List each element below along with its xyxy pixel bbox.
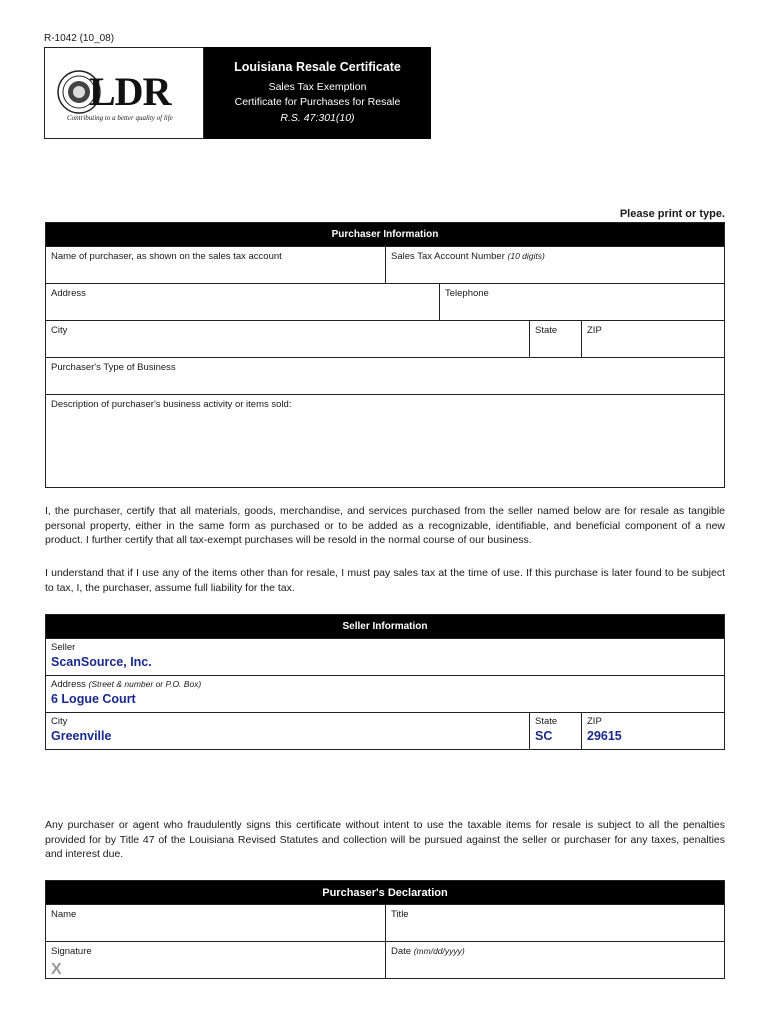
seller-zip-label: ZIP — [587, 716, 602, 727]
address-label: Address — [51, 288, 86, 299]
account-number-hint: (10 digits) — [507, 251, 545, 261]
declaration-title-label: Title — [391, 909, 409, 920]
seller-state-label: State — [535, 716, 558, 727]
purchaser-information-section — [45, 222, 725, 488]
certification-paragraph-1: I, the purchaser, certify that all materials, goods, merchandise, and services purchased from the seller named below are for resale as tangible personal property, either in the same form as purchased or to be added as a recognizable, identifiable, and beneficial component of a new product. I further certify that all tax-exempt purchases will be resold in the normal course of our business. — [45, 505, 725, 546]
business-type-label: Purchaser's Type of Business — [51, 362, 176, 373]
telephone-field[interactable] — [439, 284, 724, 320]
seller-city-field[interactable] — [46, 713, 529, 749]
form-number: R-1042 (10_08) — [44, 33, 115, 44]
certification-paragraph-2: I understand that if I use any of the items other than for resale, I must pay sales tax at the time of use. If this purchase is later found to be subject to tax, I, the purchaser, assume full liability for the tax. — [45, 567, 725, 594]
business-type-field[interactable] — [46, 358, 724, 394]
declaration-section — [45, 880, 725, 979]
signature-x-mark: X — [51, 961, 62, 978]
purchaser-name-label: Name of purchaser, as shown on the sales tax account — [51, 251, 282, 262]
seller-name-field[interactable] — [46, 639, 724, 675]
purchaser-name-field[interactable] — [46, 247, 385, 283]
seller-address-value: 6 Logue Court — [51, 692, 136, 706]
purchaser-section-header: Purchaser Information — [46, 223, 724, 246]
sales-tax-account-field[interactable] — [385, 247, 724, 283]
purchaser-address-field[interactable] — [46, 284, 439, 320]
penalty-notice: Any purchaser or agent who fraudulently signs this certificate without intent to use the taxable items for resale is subject to all the penalties provided for by Title 47 of the Louisiana Revised Statutes and collection will be pursued against the seller or purchaser for any taxes, penalties and interest due. — [45, 819, 725, 860]
purchaser-state-field[interactable] — [529, 321, 581, 357]
seller-state-value: SC — [535, 729, 553, 743]
seller-city-value: Greenville — [51, 729, 112, 743]
seller-state-field[interactable] — [529, 713, 581, 749]
date-field[interactable] — [385, 942, 724, 978]
date-hint: (mm/dd/yyyy) — [413, 946, 465, 956]
form-title: Louisiana Resale Certificate — [234, 60, 401, 74]
seller-information-section — [45, 614, 725, 750]
account-number-label: Sales Tax Account Number — [391, 251, 505, 262]
ldr-logo — [44, 47, 204, 139]
date-label: Date — [391, 946, 412, 957]
business-description-label: Description of purchaser's business activity or items sold: — [51, 399, 292, 410]
seller-zip-field[interactable] — [581, 713, 724, 749]
form-subtitle-2: Certificate for Purchases for Resale — [234, 96, 401, 108]
purchaser-zip-field[interactable] — [581, 321, 724, 357]
logo-text: LDR — [89, 69, 171, 114]
statute-reference: R.S. 47:301(10) — [280, 112, 355, 124]
business-description-field[interactable] — [46, 395, 724, 487]
signature-label: Signature — [51, 946, 92, 957]
seller-name-value: ScanSource, Inc. — [51, 655, 152, 669]
seller-address-label: Address — [51, 679, 86, 690]
city-label: City — [51, 325, 68, 336]
purchaser-city-field[interactable] — [46, 321, 529, 357]
form-title-box — [204, 47, 431, 139]
seller-zip-value: 29615 — [587, 729, 622, 743]
print-instruction: Please print or type. — [619, 208, 725, 220]
declaration-name-label: Name — [51, 909, 77, 920]
telephone-label: Telephone — [445, 288, 489, 299]
declaration-header: Purchaser's Declaration — [46, 881, 724, 904]
seller-city-label: City — [51, 716, 68, 727]
declaration-name-field[interactable] — [46, 905, 385, 941]
declaration-title-field[interactable] — [385, 905, 724, 941]
seller-address-hint: (Street & number or P.O. Box) — [88, 679, 202, 689]
form-subtitle-1: Sales Tax Exemption — [268, 81, 367, 93]
state-label: State — [535, 325, 558, 336]
zip-label: ZIP — [587, 325, 602, 336]
signature-field[interactable] — [46, 942, 385, 978]
seller-address-field[interactable] — [46, 676, 724, 712]
seller-section-header: Seller Information — [46, 615, 724, 638]
seller-label: Seller — [51, 642, 76, 653]
logo-tagline: Contributing to a better quality of life — [67, 114, 173, 122]
